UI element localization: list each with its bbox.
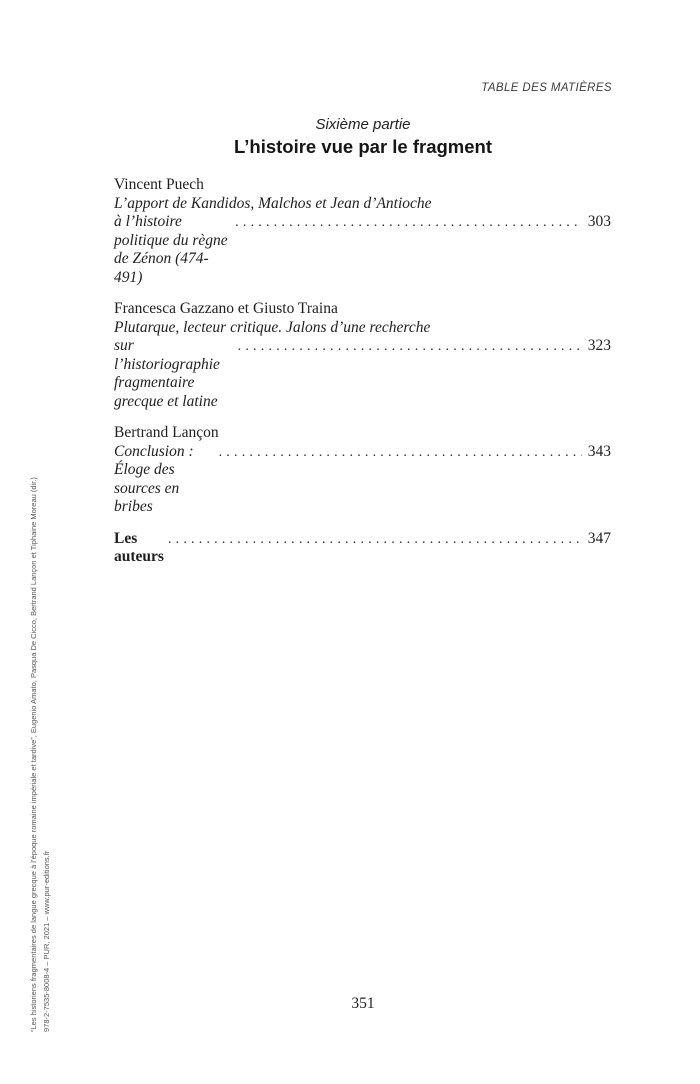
- toc-entry-les-auteurs: [114, 530, 611, 567]
- page-number: 351: [351, 995, 375, 1012]
- part-heading: [114, 116, 612, 158]
- entry-label: Les auteurs: [114, 529, 164, 565]
- dot-leader: [168, 530, 582, 550]
- entry-title-line: sur l’historiographie fragmentaire grecque et latine: [114, 337, 220, 410]
- dot-leader: [238, 337, 582, 357]
- entry-title-line: à l’histoire politique du règne de Zénon (474-491): [114, 213, 228, 286]
- toc-entry: [114, 300, 611, 411]
- entry-page-number: 303: [587, 213, 611, 230]
- toc-entry: [114, 424, 611, 517]
- entry-title-line: Plutarque, lecteur critique. Jalons d’une recherche: [114, 318, 431, 336]
- table-of-contents: [114, 176, 611, 567]
- part-title: L’histoire vue par le fragment: [233, 136, 493, 157]
- running-header: TABLE DES MATIÈRES: [481, 82, 612, 94]
- entry-author: Vincent Puech: [114, 176, 204, 193]
- entry-leader-line: [114, 337, 611, 411]
- dot-leader: [235, 213, 582, 233]
- entry-page-number: 347: [587, 529, 611, 547]
- entry-title-line: L’apport de Kandidos, Malchos et Jean d’Antioche: [114, 194, 432, 212]
- entry-leader-line: [114, 213, 611, 287]
- entry-page-number: 343: [587, 442, 611, 460]
- dot-leader: [219, 443, 582, 463]
- spine-credits: [27, 471, 53, 1032]
- entry-leader-line: [114, 443, 611, 517]
- entry-author: Francesca Gazzano et Giusto Traina: [114, 300, 338, 317]
- part-kicker: Sixième partie: [315, 116, 411, 133]
- spine-credit-isbn: 978-2-7535-8008-4 – PUR, 2021 – www.pur-editions.fr: [42, 850, 51, 1032]
- spine-credit-title: “Les historiens fragmentaires de langue grecque à l’époque romaine impériale et tardive”, Eugenio Amato, Pasqua De Cicco, Bertrand Lançon et Tiphaine Moreau (dir.): [29, 477, 38, 1032]
- toc-entry: [114, 176, 611, 287]
- entry-page-number: 323: [587, 337, 611, 354]
- entry-author: Bertrand Lançon: [114, 424, 219, 441]
- entry-title-line: Conclusion : Éloge des sources en bribes: [114, 442, 194, 515]
